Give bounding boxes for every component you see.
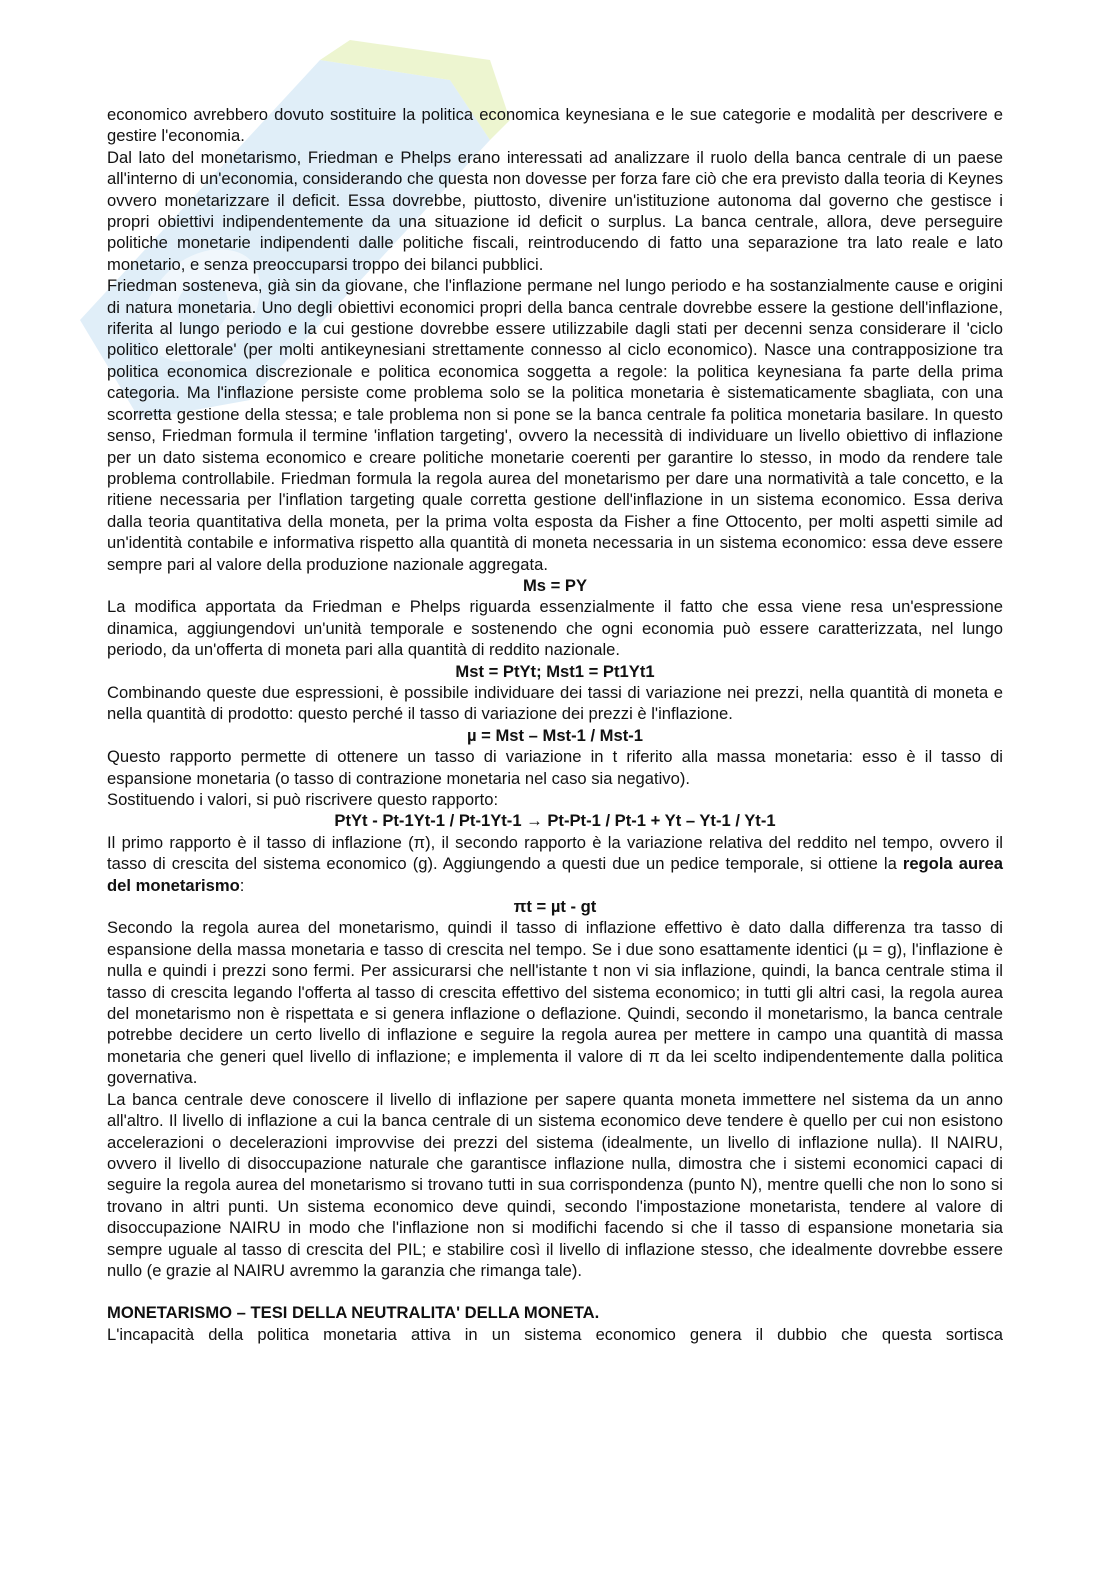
paragraph: Friedman sosteneva, già sin da giovane, che l'inflazione permane nel lungo periodo e ha sostanzialmente cause e origini di natura monetaria. Uno degli obiettivi economici propri della banca centrale dovrebbe essere la gestione dell'inflazione, riferita al lungo periodo e la cui gestione dovrebbe essere utilizzabile dagli stati per decenni senza considerare il 'ciclo politico elettorale' (per molti antikeynesiani strettamente connesso al ciclo economico). Nasce una contrapposizione tra politica economica discrezionale e politica economica soggetta a regole: la politica keynesiana fa parte della prima categoria. Ma l'inflazione persiste come problema solo se la politica monetaria è sistematicamente sbagliata, con una scorretta gestione della stessa; e tale problema non si pone se la banca centrale fa politica monetaria basilare. In questo senso, Friedman formula il termine 'inflation targeting', ovvero la necessità di individuare un livello obiettivo di inflazione per un dato sistema economico e creare politiche monetarie coerenti per garantire lo stesso, in modo da rendere tale problema controllabile. Friedman formula la regola aurea del monetarismo per dare una normatività a tale concetto, e la ritiene necessaria per l'inflation targeting quale corretta gestione dell'inflazione in un sistema economico. Essa deriva dalla teoria quantitativa della moneta, per la prima volta esposta da Fisher a fine Ottocento, per molti aspetti simile ad un'identità contabile e informativa rispetto alla quantità di moneta necessaria in un sistema economico: essa deve essere sempre pari al valore della produzione nazionale aggregata.	[107, 276, 1003, 574]
bold-term: regola aurea del monetarismo	[107, 854, 1004, 895]
section-heading: MONETARISMO – TESI DELLA NEUTRALITA' DELLA MONETA.	[107, 1303, 600, 1323]
paragraph: Combinando queste due espressioni, è possibile individuare dei tassi di variazione nei prezzi, nella quantità di moneta e nella quantità di prodotto: questo perché il tasso di variazione dei prezzi è l'inflazione.	[107, 682, 1003, 724]
formula: Ms = PY	[522, 575, 588, 595]
paragraph: La banca centrale deve conoscere il livello di inflazione per sapere quanta moneta immettere nel sistema da un anno all'altro. Il livello di inflazione a cui la banca centrale di un sistema economico deve tendere è quello per cui non esistono accelerazioni o decelerazioni improvvise dei prezzi del sistema (idealmente, un livello di inflazione nulla). Il NAIRU, ovvero il livello di disoccupazione naturale che garantisce inflazione nulla, dimostra che i sistemi economici capaci di seguire la regola aurea del monetarismo si trovano tutti in sua corrispondenza (punto N), mentre quelli che non lo sono si trovano in altri punti. Un sistema economico deve quindi, secondo l'impostazione monetarista, tendere al valore di disoccupazione NAIRU in modo che l'inflazione non si modifichi facendo si che il tasso di espansione monetaria sia sempre uguale al tasso di crescita del PIL; e stabilire così il livello di inflazione stesso, che idealmente dovrebbe essere nullo (e grazie al NAIRU avremmo la garanzia che rimanga tale).	[107, 1089, 1003, 1280]
paragraph	[107, 832, 1003, 896]
formula: µ = Mst – Mst-1 / Mst-1	[467, 725, 643, 745]
paragraph: Dal lato del monetarismo, Friedman e Phelps erano interessati ad analizzare il ruolo della banca centrale di un paese all'interno di un'economia, considerando che questa non dovesse per forza fare ciò che era previsto dalla teoria di Keynes ovvero monetarizzare il deficit. Essa dovrebbe, piuttosto, divenire un'istituzione autonoma dal governo che gestisce i propri obiettivi indipendentemente da una situazione id deficit o surplus. La banca centrale, allora, deve perseguire politiche monetarie indipendenti dalle politiche fiscali, reintroducendo di fatto una separazione tra lato reale e lato monetario, e senza preoccuparsi troppo dei bilanci pubblici.	[107, 147, 1003, 274]
paragraph-text: Il primo rapporto è il tasso di inflazione (π), il secondo rapporto è la variazione relativa del reddito nel tempo, ovvero il tasso di crescita del sistema economico (g). Aggiungendo a questi due un pedice temporale, si ottiene la	[107, 832, 1003, 874]
formula: πt = µt - gt	[513, 897, 597, 917]
formula: Mst = PtYt; Mst1 = Pt1Yt1	[455, 661, 655, 681]
paragraph: La modifica apportata da Friedman e Phelps riguarda essenzialmente il fatto che essa viene resa un'espressione dinamica, aggiungendovi un'unità temporale e sostenendo che ogni economia può essere caratterizzata, nel lungo periodo, da un'offerta di moneta pari alla quantità di reddito nazionale.	[107, 597, 1003, 660]
paragraph: Questo rapporto permette di ottenere un tasso di variazione in t riferito alla massa monetaria: esso è il tasso di espansione monetaria (o tasso di contrazione monetaria nel caso sia negativo).	[107, 747, 1003, 788]
spacer	[107, 1281, 1003, 1302]
document-page	[107, 104, 1003, 1345]
paragraph: L'incapacità della politica monetaria attiva in un sistema economico genera il dubbio che questa sortisca	[107, 1324, 1003, 1344]
formula: PtYt - Pt-1Yt-1 / Pt-1Yt-1 → Pt-Pt-1 / Pt-1 + Yt – Yt-1 / Yt-1	[334, 811, 776, 831]
paragraph-text: :	[239, 875, 245, 895]
paragraph: Sostituendo i valori, si può riscrivere questo rapporto:	[107, 790, 499, 809]
paragraph: economico avrebbero dovuto sostituire la politica economica keynesiana e le sue categorie e modalità per descrivere e gestire l'economia.	[107, 105, 1003, 146]
paragraph: Secondo la regola aurea del monetarismo, quindi il tasso di inflazione effettivo è dato dalla differenza tra tasso di espansione della massa monetaria e tasso di crescita nel tempo. Se i due sono esattamente identici (µ = g), l'inflazione è nulla e quindi i prezzi sono fermi. Per assicurarsi che nell'istante t non vi sia inflazione, quindi, la banca centrale stima il tasso di crescita legando l'offerta al tasso di crescita effettivo del sistema economico; in tutti gli altri casi, la regola aurea del monetarismo non è rispettata e si genera inflazione o deflazione. Quindi, secondo il monetarismo, la banca centrale potrebbe decidere un certo livello di inflazione e seguire la regola aurea per mettere in campo una quantità di massa monetaria che generi quel livello di inflazione; e implementa il valore di π da lei scelto indipendentemente dalla politica governativa.	[107, 918, 1003, 1088]
